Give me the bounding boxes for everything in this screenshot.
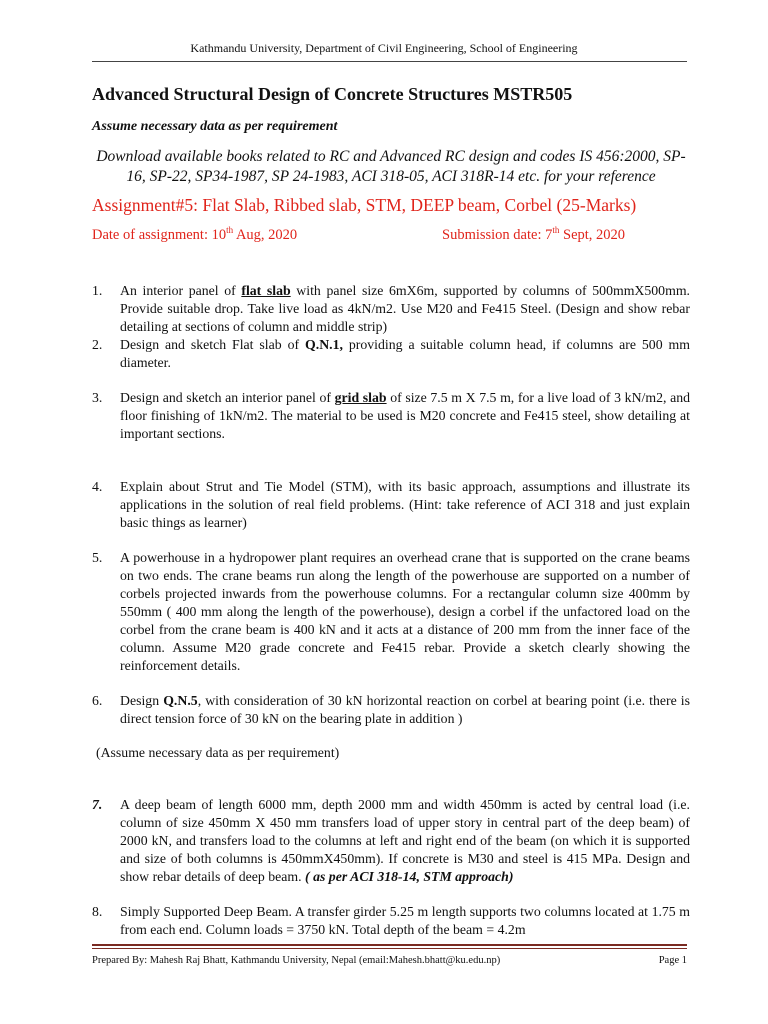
question-number: 2.	[92, 337, 103, 352]
submission-date: Submission date: 7th Sept, 2020	[442, 225, 626, 243]
footer-credit: Prepared By: Mahesh Raj Bhatt, Kathmandu University, Nepal (email:Mahesh.bhatt@ku.edu.np)	[92, 955, 501, 966]
footer-rule	[92, 944, 687, 946]
content	[92, 84, 690, 939]
footer-rule-thin	[92, 948, 687, 949]
question-5: 5. A powerhouse in a hydropower plant requires an overhead crane that is supported on the crane beams on two ends. The crane beams run along the length of the powerhouse are supported on a number of corbels projected inwards from the powerhouse columns. For a rectangular column size 400mm by 550mm ( 400 mm along the length of the powerhouse), design a corbel if the unfactored load on the corbel from the crane beam is 400 kN and it acts at a distance of 200 mm from the inner face of the column. Assume M20 grade concrete and Fe415 rebar. Provide a sketch clearly showing the reinforcement details.	[92, 550, 690, 673]
question-number: 6.	[92, 693, 103, 708]
dates-row	[92, 227, 690, 247]
question-8: 8. Simply Supported Deep Beam. A transfer girder 5.25 m length supports two columns located at 1.75 m from each end. Column loads = 3750 kN. Total depth of the beam = 4.2m	[92, 904, 690, 937]
assignment-date: Date of assignment: 10th Aug, 2020	[92, 225, 298, 243]
page-footer	[92, 955, 687, 966]
question-7: 7. A deep beam of length 6000 mm, depth 2000 mm and width 450mm is acted by central load (i.e. column of size 450mm X 450 mm transfers load of upper story in central part of the deep beam) of 2000 kN, and transfers load to the columns at left and right end of the beam (on which it is supported and size of both columns is 450mmX450mm). If concrete is M30 and steel is 415 MPa. Design and show rebar details of deep beam. ( as per ACI 318-14, STM approach)	[92, 797, 690, 884]
assignment-heading: Assignment#5: Flat Slab, Ribbed slab, STM, DEEP beam, Corbel (25-Marks)	[92, 195, 637, 215]
question-2: 2. Design and sketch Flat slab of Q.N.1, providing a suitable column head, if columns are 500 mm diameter.	[92, 337, 690, 370]
header-rule	[92, 61, 687, 62]
question-1: 1. An interior panel of flat slab with panel size 6mX6m, supported by columns of 500mmX500mm. Provide suitable drop. Take live load as 4kN/m2. Use M20 and Fe415 Steel. (Design and show rebar detailing at sections of column and middle strip)	[92, 283, 690, 334]
question-number: 7.	[92, 797, 103, 812]
question-number: 4.	[92, 479, 103, 494]
assume-note: Assume necessary data as per requirement	[92, 119, 338, 134]
question-6: 6. Design Q.N.5, with consideration of 30 kN horizontal reaction on corbel at bearing point (i.e. there is direct tension force of 30 kN on the bearing plate in addition )	[92, 693, 690, 726]
assume-note-2: (Assume necessary data as per requirement)	[96, 745, 340, 760]
question-number: 3.	[92, 390, 103, 405]
question-number: 8.	[92, 904, 103, 919]
question-number: 5.	[92, 550, 103, 565]
question-3: 3. Design and sketch an interior panel of grid slab of size 7.5 m X 7.5 m, for a live load of 3 kN/m2, and floor finishing of 1kN/m2. The material to be used is M20 concrete and Fe415 steel, show detailing at important sections.	[92, 390, 690, 441]
document-title: Advanced Structural Design of Concrete Structures MSTR505	[92, 84, 573, 104]
page-header: Kathmandu University, Department of Civil Engineering, School of Engineering	[190, 41, 578, 55]
download-note: Download available books related to RC and Advanced RC design and codes IS 456:2000, SP-16, SP-22, SP34-1987, SP 24-1983, ACI 318-05, ACI 318R-14 etc. for your reference	[96, 148, 686, 185]
question-4: 4. Explain about Strut and Tie Model (STM), with its basic approach, assumptions and illustrate its applications in the solution of real field problems. (Hint: take reference of ACI 318 and just explain basic things as learner)	[92, 479, 690, 530]
page-number: Page 1	[658, 955, 687, 966]
question-number: 1.	[92, 283, 103, 298]
